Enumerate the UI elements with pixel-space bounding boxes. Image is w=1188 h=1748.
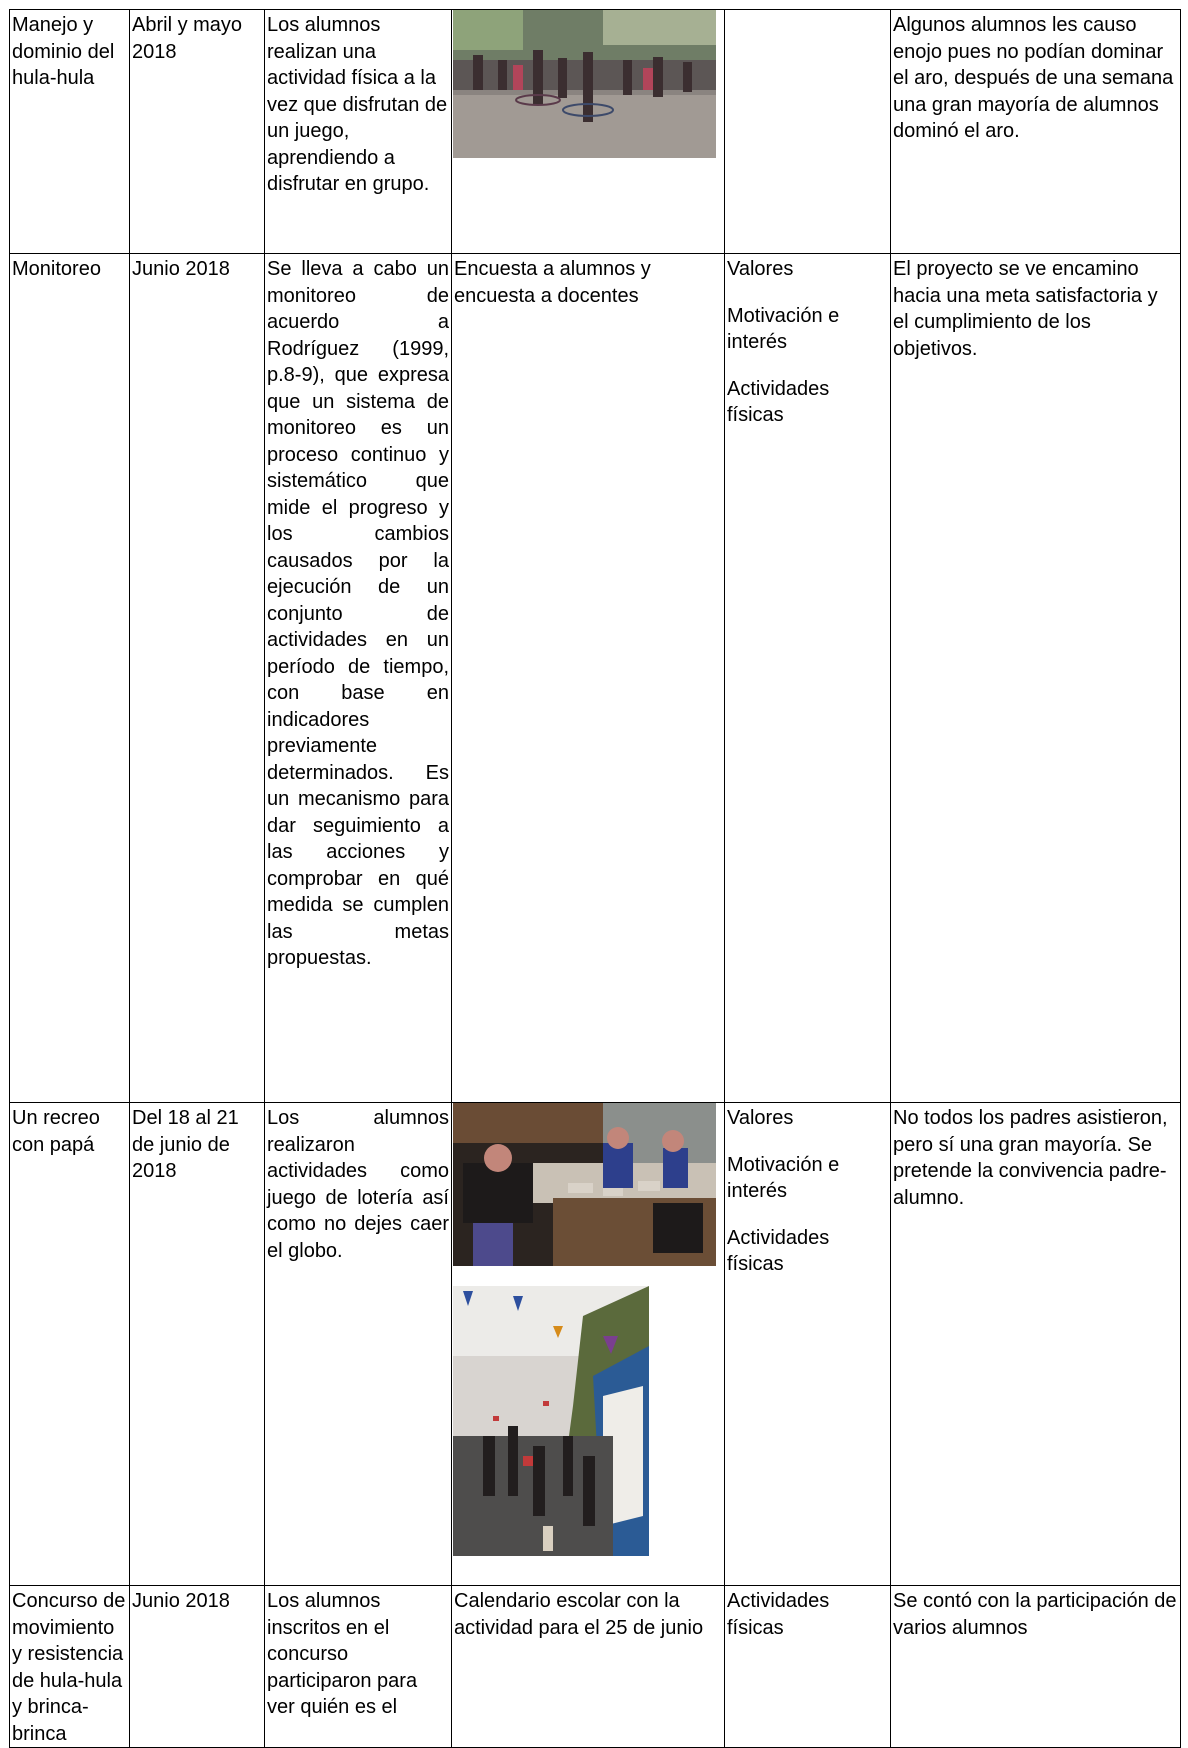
- indicators-cell: [725, 254, 891, 1103]
- results-cell: Algunos alumnos les causo enojo pues no podían dominar el aro, después de una semana una gran mayoría de alumnos dominó el aro.: [891, 10, 1181, 254]
- photo-parents-lottery-game: [453, 1103, 716, 1266]
- photo-students-hula-hoop-patio: [453, 10, 716, 158]
- photo-parents-patio-balloons: [453, 1286, 649, 1556]
- results-cell: No todos los padres asistieron, pero sí una gran mayoría. Se pretende la convivencia padre-alumno.: [891, 1103, 1181, 1586]
- description-cell: Los alumnos inscritos en el concurso participaron para ver quién es el: [265, 1586, 452, 1748]
- indicators-cell: [725, 10, 891, 254]
- indicator-item: Motivación e interés: [727, 1153, 840, 1202]
- activity-cell: Manejo y dominio del hula-hula: [10, 10, 130, 254]
- evidence-cell: [452, 1103, 725, 1586]
- activity-cell: Monitoreo: [10, 254, 130, 1103]
- table-row: [10, 10, 1181, 254]
- indicator-item: Actividades físicas: [727, 1226, 830, 1275]
- date-cell: Junio 2018: [130, 254, 265, 1103]
- date-cell: Del 18 al 21 de junio de 2018: [130, 1103, 265, 1586]
- indicator-item: Motivación e interés: [727, 304, 840, 353]
- description-cell: Los alumnos realizan una actividad física a la vez que disfrutan de un juego, aprendiendo a disfrutar en grupo.: [265, 10, 452, 254]
- evidence-cell: [452, 10, 725, 254]
- results-cell: Se contó con la participación de varios alumnos: [891, 1586, 1181, 1748]
- activity-cell: Un recreo con papá: [10, 1103, 130, 1586]
- date-cell: Junio 2018: [130, 1586, 265, 1748]
- description-cell: Los alumnos realizaron actividades como juego de lotería así como no dejes caer el globo.: [265, 1103, 452, 1586]
- activity-cell: Concurso de movimiento y resistencia de hula-hula y brinca-brinca: [10, 1586, 130, 1748]
- table-row: [10, 1586, 1181, 1748]
- description-cell: Se lleva a cabo un monitoreo de acuerdo a Rodríguez (1999, p.8-9), que expresa que un sistema de monitoreo es un proceso continuo y sistemático que mide el progreso y los cambios causados por la ejecución de un conjunto de actividades en un período de tiempo, con base en indicadores previamente determinados. Es un mecanismo para dar seguimiento a las acciones y comprobar en qué medida se cumplen las metas propuestas.: [265, 254, 452, 1103]
- evidence-cell: Calendario escolar con la actividad para el 25 de junio: [452, 1586, 725, 1748]
- results-cell: El proyecto se ve encamino hacia una meta satisfactoria y el cumplimiento de los objetivos.: [891, 254, 1181, 1103]
- indicator-item: Actividades físicas: [727, 377, 830, 426]
- evidence-cell: Encuesta a alumnos y encuesta a docentes: [452, 254, 725, 1103]
- indicators-cell: [725, 1586, 891, 1748]
- indicator-item: Valores: [727, 1107, 794, 1129]
- table-row: [10, 254, 1181, 1103]
- table-row: [10, 1103, 1181, 1586]
- indicators-cell: [725, 1103, 891, 1586]
- date-cell: Abril y mayo 2018: [130, 10, 265, 254]
- indicator-item: Valores: [727, 258, 794, 280]
- activities-table: [9, 9, 1181, 1748]
- indicator-item: Actividades físicas: [727, 1590, 830, 1639]
